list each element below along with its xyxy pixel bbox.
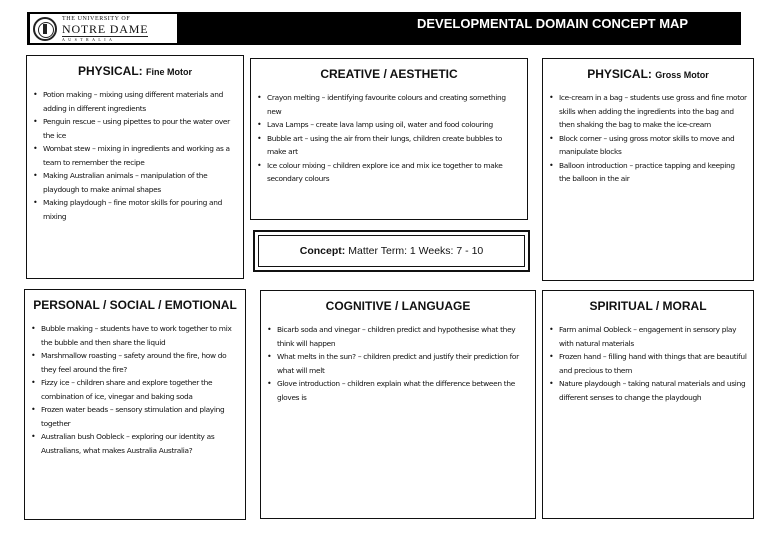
spiritual-heading: SPIRITUAL / MORAL (589, 299, 707, 313)
logo-line-3: AUSTRALIA (62, 36, 148, 42)
physical-fine-list (27, 88, 235, 223)
physical-gross-title: PHYSICAL: (587, 67, 652, 81)
list-item: • Frozen water beads – sensory stimulation and playing together (25, 403, 239, 430)
logo-line-1: THE UNIVERSITY OF (62, 15, 131, 22)
personal-list (25, 322, 239, 457)
cognitive-heading: COGNITIVE / LANGUAGE (325, 299, 471, 313)
list-item: • Marshmallow roasting – safety around the fire, how do they feel around the fire? (25, 349, 239, 376)
list-item: • Nature playdough – taking natural materials and using different senses to change the playdough (543, 377, 747, 404)
header-bar (27, 12, 741, 45)
spiritual-list (543, 323, 747, 404)
logo-wordmark (62, 16, 148, 42)
concept-inner-frame (258, 235, 525, 267)
university-seal-icon (33, 17, 57, 41)
personal-social-emotional-box (24, 289, 246, 520)
creative-heading: CREATIVE / AESTHETIC (320, 67, 458, 81)
list-item: • Lava Lamps – create lava lamp using oil, water and food colouring (251, 118, 519, 132)
list-item: • Crayon melting – identifying favourite colours and creating something new (251, 91, 519, 118)
physical-fine-subtitle: Fine Motor (146, 67, 192, 77)
list-item: • Glove introduction – children explain what the difference between the gloves is (261, 377, 529, 404)
physical-gross-subtitle: Gross Motor (655, 70, 709, 80)
physical-fine-title: PHYSICAL: (77, 64, 143, 78)
list-item: • Making playdough – fine motor skills for pouring and mixing (27, 196, 235, 223)
physical-fine-motor-box (26, 55, 244, 279)
list-item: • Bubble making – students have to work together to mix the bubble and then share the liquid (25, 322, 239, 349)
university-logo (30, 14, 177, 43)
concept-box (253, 230, 530, 272)
creative-list (251, 91, 519, 186)
concept-text: Matter Term: 1 Weeks: 7 - 10 (348, 245, 484, 257)
list-item: • Bicarb soda and vinegar – children predict and hypothesise what they think will happen (261, 323, 529, 350)
list-item: • Balloon introduction – practice tapping and keeping the balloon in the air (543, 159, 747, 186)
physical-gross-motor-heading (543, 67, 753, 81)
list-item: • Block corner – using gross motor skills to move and manipulate blocks (543, 132, 747, 159)
page-title: DEVELOPMENTAL DOMAIN CONCEPT MAP (417, 16, 689, 31)
list-item: • Wombat stew – mixing in ingredients and working as a team to remember the recipe (27, 142, 235, 169)
list-item: • What melts in the sun? – children predict and justify their prediction for what will melt (261, 350, 529, 377)
list-item: • Frozen hand – filling hand with things that are beautiful and precious to them (543, 350, 747, 377)
logo-line-2: NOTRE DAME (62, 21, 149, 36)
list-item: • Ice colour mixing – children explore ice and mix ice together to make secondary colours (251, 159, 519, 186)
physical-fine-motor-heading (27, 64, 243, 78)
physical-gross-motor-box (542, 58, 754, 281)
concept-label: Concept: (299, 245, 346, 257)
physical-gross-list (543, 91, 747, 186)
cognitive-language-box (260, 290, 536, 519)
list-item: • Making Australian animals – manipulation of the playdough to make animal shapes (27, 169, 235, 196)
creative-aesthetic-box (250, 58, 528, 220)
list-item: • Penguin rescue – using pipettes to pour the water over the ice (27, 115, 235, 142)
list-item: • Bubble art – using the air from their lungs, children create bubbles to make art (251, 132, 519, 159)
list-item: • Fizzy ice – children share and explore together the combination of ice, vinegar and baking soda (25, 376, 239, 403)
list-item: • Potion making – mixing using different materials and adding in different ingredients (27, 88, 235, 115)
list-item: • Australian bush Oobleck – exploring our identity as Australians, what makes Australia Australia? (25, 430, 239, 457)
personal-heading: PERSONAL / SOCIAL / EMOTIONAL (33, 298, 237, 312)
list-item: • Farm animal Oobleck – engagement in sensory play with natural materials (543, 323, 747, 350)
cognitive-list (261, 323, 529, 404)
list-item: • Ice-cream in a bag – students use gross and fine motor skills when adding the ingredients into the bag and then shaking the bag to make the ice-cream (543, 91, 747, 132)
spiritual-moral-box (542, 290, 754, 519)
